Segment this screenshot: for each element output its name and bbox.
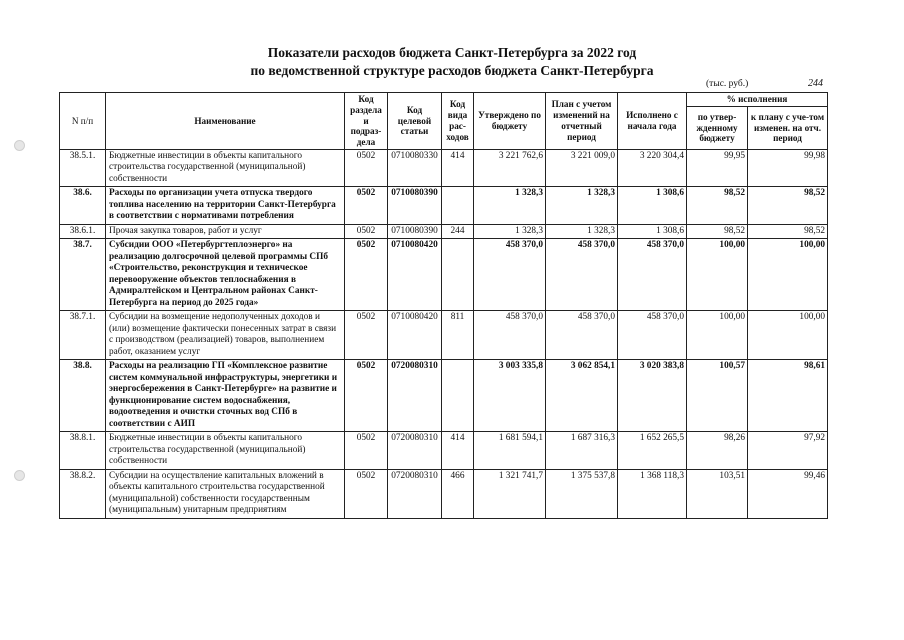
cell-plan: 3 062 854,1 [546, 360, 618, 432]
budget-table [59, 92, 828, 519]
cell-name: Субсидии на возмещение недополученных доходов и (или) возмещение фактически понесенных затрат в связи с производством (реализацией) товаров, выполнением работ, оказанием услуг [106, 311, 345, 360]
header-pct-approved: по утвер-жденному бюджету [687, 107, 748, 150]
header-type: Код вида рас-ходов [442, 93, 474, 150]
table-row [60, 469, 828, 518]
cell-section-code: 0502 [345, 432, 388, 470]
cell-approved: 3 003 335,8 [474, 360, 546, 432]
cell-pct-plan: 99,98 [748, 149, 828, 187]
cell-pct-plan: 99,46 [748, 469, 828, 518]
punch-hole [14, 470, 25, 481]
table-body [60, 149, 828, 518]
cell-section-code: 0502 [345, 187, 388, 225]
punch-hole [14, 140, 25, 151]
cell-target-code: 0710080390 [388, 224, 442, 239]
cell-approved: 458 370,0 [474, 311, 546, 360]
cell-pct-plan: 98,52 [748, 224, 828, 239]
cell-target-code: 0720080310 [388, 360, 442, 432]
table-row [60, 224, 828, 239]
cell-pct-approved: 98,52 [687, 224, 748, 239]
cell-plan: 458 370,0 [546, 311, 618, 360]
cell-type-code: 811 [442, 311, 474, 360]
cell-pct-approved: 98,52 [687, 187, 748, 225]
table-row [60, 239, 828, 311]
cell-num: 38.8.1. [60, 432, 106, 470]
header-executed: Исполнено с начала года [618, 93, 687, 150]
cell-executed: 3 220 304,4 [618, 149, 687, 187]
cell-approved: 458 370,0 [474, 239, 546, 311]
cell-pct-approved: 98,26 [687, 432, 748, 470]
cell-num: 38.8.2. [60, 469, 106, 518]
cell-num: 38.5.1. [60, 149, 106, 187]
header-section: Код раздела и подраз-дела [345, 93, 388, 150]
cell-name: Субсидии на осуществление капитальных вложений в объекты капитального строительства государственной (муниципальной) собственности государственным (муниципальным) унитарным предприятиям [106, 469, 345, 518]
cell-approved: 1 328,3 [474, 224, 546, 239]
cell-name: Расходы на реализацию ГП «Комплексное развитие систем коммунальной инфраструктуры, энергетики и энергосбережения в Санкт-Петербурге» на развитие и функционирование систем водоснабжения, водоотведения и очистки сточных вод СПб в соответствии с АИП [106, 360, 345, 432]
cell-executed: 1 308,6 [618, 224, 687, 239]
cell-target-code: 0720080310 [388, 432, 442, 470]
header-approved: Утверждено по бюджету [474, 93, 546, 150]
cell-plan: 3 221 009,0 [546, 149, 618, 187]
cell-target-code: 0710080420 [388, 239, 442, 311]
cell-pct-plan: 98,61 [748, 360, 828, 432]
cell-plan: 1 687 316,3 [546, 432, 618, 470]
cell-section-code: 0502 [345, 224, 388, 239]
cell-pct-approved: 100,57 [687, 360, 748, 432]
cell-section-code: 0502 [345, 311, 388, 360]
units-label: (тыс. руб.) [706, 79, 749, 89]
page-title-line1: Показатели расходов бюджета Санкт-Петербурга за 2022 год [267, 45, 637, 60]
cell-target-code: 0710080420 [388, 311, 442, 360]
table-row [60, 360, 828, 432]
cell-section-code: 0502 [345, 469, 388, 518]
header-plan: План с учетом изменений на отчетный период [546, 93, 618, 150]
cell-name: Бюджетные инвестиции в объекты капитального строительства государственной (муниципальной) собственности [106, 432, 345, 470]
cell-name: Расходы по организации учета отпуска твердого топлива населению на территории Санкт-Петербурга в соответствии с нормативами потребления [106, 187, 345, 225]
header-num: N п/п [60, 93, 106, 150]
cell-target-code: 0710080330 [388, 149, 442, 187]
cell-name: Прочая закупка товаров, работ и услуг [106, 224, 345, 239]
cell-pct-plan: 100,00 [748, 239, 828, 311]
table-row [60, 187, 828, 225]
cell-plan: 1 328,3 [546, 224, 618, 239]
cell-type-code: 414 [442, 432, 474, 470]
cell-approved: 3 221 762,6 [474, 149, 546, 187]
cell-type-code: 414 [442, 149, 474, 187]
header-pct-plan: к плану с уче-том изменен. на отч. период [748, 107, 828, 150]
cell-section-code: 0502 [345, 360, 388, 432]
page-number: 244 [808, 78, 823, 89]
cell-num: 38.7.1. [60, 311, 106, 360]
table-row [60, 149, 828, 187]
cell-pct-plan: 97,92 [748, 432, 828, 470]
cell-name: Субсидии ООО «Петербургтеплоэнерго» на реализацию долгосрочной целевой программы СПб «Строительство, реконструкция и техническое перевооружение объектов теплоснабжения в Адмиралтейском и Центральном районах Санкт-Петербурга на период до 2025 года» [106, 239, 345, 311]
cell-plan: 458 370,0 [546, 239, 618, 311]
cell-type-code: 466 [442, 469, 474, 518]
cell-type-code: 244 [442, 224, 474, 239]
cell-executed: 1 368 118,3 [618, 469, 687, 518]
table-row [60, 432, 828, 470]
header-target: Код целевой статьи [388, 93, 442, 150]
cell-type-code [442, 187, 474, 225]
cell-type-code [442, 239, 474, 311]
header-name: Наименование [106, 93, 345, 150]
cell-plan: 1 375 537,8 [546, 469, 618, 518]
cell-pct-approved: 100,00 [687, 239, 748, 311]
cell-target-code: 0720080310 [388, 469, 442, 518]
cell-target-code: 0710080390 [388, 187, 442, 225]
table-row [60, 311, 828, 360]
cell-pct-approved: 100,00 [687, 311, 748, 360]
cell-executed: 458 370,0 [618, 239, 687, 311]
cell-section-code: 0502 [345, 239, 388, 311]
cell-section-code: 0502 [345, 149, 388, 187]
cell-num: 38.6.1. [60, 224, 106, 239]
cell-approved: 1 321 741,7 [474, 469, 546, 518]
cell-executed: 458 370,0 [618, 311, 687, 360]
cell-executed: 1 308,6 [618, 187, 687, 225]
cell-executed: 3 020 383,8 [618, 360, 687, 432]
cell-num: 38.6. [60, 187, 106, 225]
cell-pct-plan: 98,52 [748, 187, 828, 225]
cell-pct-approved: 103,51 [687, 469, 748, 518]
cell-approved: 1 328,3 [474, 187, 546, 225]
cell-executed: 1 652 265,5 [618, 432, 687, 470]
cell-name: Бюджетные инвестиции в объекты капитального строительства государственной (муниципальной) собственности [106, 149, 345, 187]
cell-pct-plan: 100,00 [748, 311, 828, 360]
cell-pct-approved: 99,95 [687, 149, 748, 187]
header-percent-group: % исполнения [687, 93, 828, 107]
cell-plan: 1 328,3 [546, 187, 618, 225]
cell-approved: 1 681 594,1 [474, 432, 546, 470]
cell-num: 38.8. [60, 360, 106, 432]
cell-type-code [442, 360, 474, 432]
page-title-line2: по ведомственной структуре расходов бюджета Санкт-Петербурга [250, 63, 654, 78]
cell-num: 38.7. [60, 239, 106, 311]
